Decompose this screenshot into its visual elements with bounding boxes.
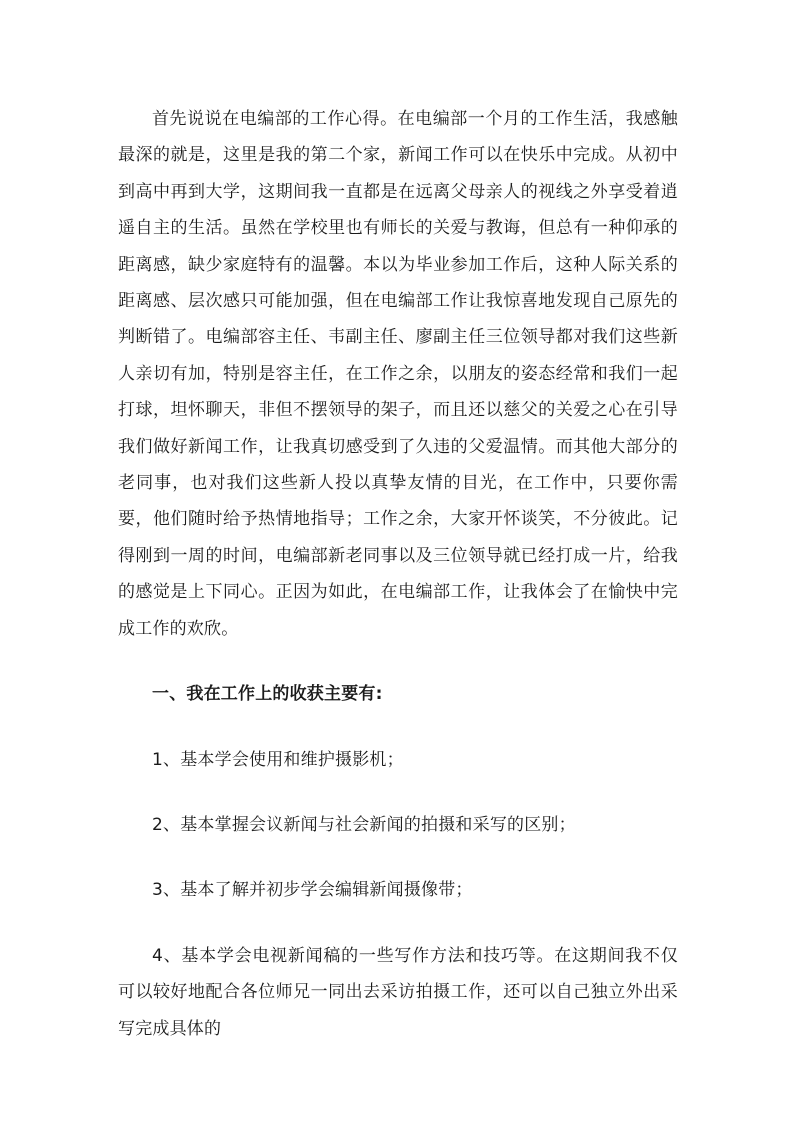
list-item: 2、基本掌握会议新闻与社会新闻的拍摄和采写的区别； [152,814,576,835]
paragraph-spacer [118,647,678,676]
paragraph-spacer [118,909,678,938]
list-item: 1、基本学会使用和维护摄影机； [152,749,404,770]
list-item: 3、基本了解并初步学会编辑新闻摄像带； [152,880,473,901]
paragraph-spacer [118,843,678,872]
paragraph-spacer [118,713,678,742]
document-body [118,101,678,1047]
body-paragraph: 首先说说在电编部的工作心得。在电编部一个月的工作生活，我感触最深的就是，这里是我的第二个家，新闻工作可以在快乐中完成。从初中到高中再到大学，这期间我一直都是在远离父母亲人的视线之外享受着逍遥自主的生活。虽然在学校里也有师长的关爱与教诲，但总有一种仰承的距离感，缺少家庭特有的温馨。本以为毕业参加工作后，这种人际关系的距离感、层次感只可能加强，但在电编部工作让我惊喜地发现自己原先的判断错了。电编部容主任、韦副主任、廖副主任三位领导都对我们这些新人亲切有加，特别是容主任，在工作之余，以朋友的姿态经常和我们一起打球，坦怀聊天，非但不摆领导的架子，而且还以慈父的关爱之心在引导我们做好新闻工作，让我真切感受到了久违的父爱温情。而其他大部分的老同事，也对我们这些新人投以真挚友情的目光，在工作中，只要你需要，他们随时给予热情地指导；工作之余，大家开怀谈笑，不分彼此。记得刚到一周的时间，电编部新老同事以及三位领导就已经打成一片，给我的感觉是上下同心。正因为如此，在电编部工作，让我体会了在愉快中完成工作的欢欣。 [118,109,678,639]
list-item: 4、基本学会电视新闻稿的一些写作方法和技巧等。在这期间我不仅可以较好地配合各位师兄一同出去采访拍摄工作，还可以自己独立外出采写完成具体的 [118,945,678,1039]
paragraph-spacer [118,778,678,807]
section-heading: 一、我在工作上的收获主要有: [152,684,383,705]
